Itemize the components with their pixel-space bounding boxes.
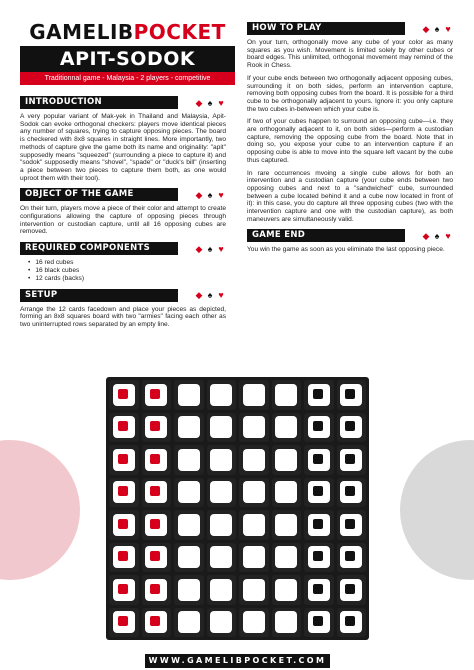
card-square — [340, 416, 362, 438]
board-square — [272, 510, 302, 540]
card-square — [145, 514, 167, 536]
heart-icon: ♥ — [445, 230, 451, 241]
game-title: APIT-SODOK — [20, 46, 235, 72]
card-square — [308, 546, 330, 568]
section-title: OBJECT OF THE GAME — [20, 188, 178, 201]
card-square — [340, 546, 362, 568]
game-subtitle: Traditionnal game - Malaysia - 2 players - competitive — [20, 72, 235, 85]
black-cube — [313, 616, 323, 626]
card-square — [210, 416, 232, 438]
section-title: SETUP — [20, 289, 178, 302]
card-square — [178, 384, 200, 406]
board-square — [142, 608, 172, 638]
card-square — [275, 514, 297, 536]
board-square — [142, 510, 172, 540]
board-square — [142, 413, 172, 443]
card-square — [178, 611, 200, 633]
section-text: In rare occurrences mvoing a single cube allows for both an intervention and a custodian capture (your cube ends between two opposing cubes and next to a "sandwiched" cube, surrounded between a cube located behind it and a cube now located in front of it): in this case, you do capture all three opposing cubes (two with the intervention capture and one with the custodian capture), as both maneuvers are simultaneously valid. — [247, 169, 453, 223]
diamond-icon: ◆ — [195, 97, 203, 108]
game-board — [106, 377, 369, 640]
card-square — [243, 449, 265, 471]
board-square — [337, 445, 367, 475]
board-square — [337, 510, 367, 540]
black-cube — [313, 584, 323, 594]
spade-icon: ♠ — [207, 243, 213, 254]
card-square — [340, 481, 362, 503]
decorative-gray-circle — [400, 440, 474, 580]
red-cube — [118, 421, 128, 431]
spade-icon: ♠ — [207, 290, 213, 301]
red-cube — [150, 551, 160, 561]
board-square — [337, 575, 367, 605]
section-text: If two of your cubes happen to surround an opposing cube—i.e. they are orthogonally adjacent to it, on both sides—perform a custodian capture, removing the opposing cube from the board. Note that in doing so, you expose your cube to an intervention capture if an opposing cube is able to move into the square left vacant by the cube thus captured. — [247, 118, 453, 164]
board-square — [304, 478, 334, 508]
section-components — [20, 242, 226, 282]
red-cube — [118, 389, 128, 399]
red-cube — [118, 454, 128, 464]
section-text: Arrange the 12 cards facedown and place your pieces as depicted, forming an 8x8 squares board with two "armies" facing each other as two uninterrupted rows separated by an empty line. — [20, 305, 226, 328]
board-square — [142, 380, 172, 410]
section-text: On your turn, orthogonally move any cube of your color as many squares as you wish. Movement is limited solely by other cubes or board edges. This unlimited, orthogonal movement may remind of the Rook in Chess. — [247, 39, 453, 70]
black-cube — [345, 584, 355, 594]
board-square — [142, 478, 172, 508]
board-square — [239, 380, 269, 410]
heart-icon: ♥ — [218, 97, 224, 108]
red-cube — [118, 486, 128, 496]
heart-icon: ♥ — [445, 23, 451, 34]
components-list — [28, 259, 226, 282]
board-square — [174, 575, 204, 605]
board-square — [109, 445, 139, 475]
board-square — [239, 445, 269, 475]
card-square — [178, 546, 200, 568]
board-square — [304, 510, 334, 540]
board-square — [337, 543, 367, 573]
card-square — [113, 611, 135, 633]
board-square — [207, 608, 237, 638]
card-square — [210, 611, 232, 633]
red-cube — [118, 519, 128, 529]
card-square — [243, 579, 265, 601]
card-square — [340, 611, 362, 633]
board-square — [174, 543, 204, 573]
board-square — [304, 608, 334, 638]
card-square — [145, 611, 167, 633]
suit-icons — [421, 231, 453, 241]
red-cube — [150, 616, 160, 626]
board-square — [272, 608, 302, 638]
board-square — [207, 575, 237, 605]
card-square — [145, 416, 167, 438]
board-square — [239, 510, 269, 540]
board-square — [109, 380, 139, 410]
suit-icons — [194, 290, 226, 300]
list-item: • 16 red cubes — [28, 259, 226, 267]
red-cube — [118, 584, 128, 594]
card-square — [145, 481, 167, 503]
board-square — [304, 575, 334, 605]
board-square — [174, 478, 204, 508]
spade-icon: ♠ — [207, 97, 213, 108]
list-item: • 12 cards (backs) — [28, 275, 226, 283]
section-object — [20, 188, 226, 236]
suit-icons — [421, 24, 453, 34]
board-square — [304, 543, 334, 573]
card-square — [275, 384, 297, 406]
card-square — [113, 384, 135, 406]
suit-icons — [194, 98, 226, 108]
black-cube — [313, 551, 323, 561]
board-square — [272, 380, 302, 410]
diamond-icon: ◆ — [422, 230, 430, 241]
board-square — [337, 478, 367, 508]
board-square — [272, 413, 302, 443]
board-square — [109, 510, 139, 540]
card-square — [178, 481, 200, 503]
board-square — [207, 380, 237, 410]
section-title: INTRODUCTION — [20, 96, 178, 109]
board-square — [174, 510, 204, 540]
spade-icon: ♠ — [434, 23, 440, 34]
section-text: On their turn, players move a piece of their color and attempt to create configurations allowing the capture of opposing pieces through intervention or custodian capture, until all 16 opposing cubes are removed. — [20, 205, 226, 236]
card-square — [308, 579, 330, 601]
card-square — [340, 579, 362, 601]
board-square — [272, 478, 302, 508]
black-cube — [345, 616, 355, 626]
card-square — [243, 611, 265, 633]
board-square — [207, 510, 237, 540]
board-square — [337, 413, 367, 443]
card-square — [178, 416, 200, 438]
heart-icon: ♥ — [218, 189, 224, 200]
board-square — [304, 445, 334, 475]
board-square — [142, 543, 172, 573]
card-square — [113, 481, 135, 503]
board-square — [174, 608, 204, 638]
black-cube — [313, 519, 323, 529]
board-square — [174, 380, 204, 410]
card-square — [145, 384, 167, 406]
card-square — [275, 611, 297, 633]
card-square — [340, 384, 362, 406]
card-square — [178, 449, 200, 471]
black-cube — [313, 454, 323, 464]
footer-url: WWW.GAMELIBPOCKET.COM — [145, 654, 330, 668]
card-square — [243, 481, 265, 503]
red-cube — [150, 389, 160, 399]
section-text: You win the game as soon as you eliminate the last opposing piece. — [247, 246, 445, 254]
board-square — [207, 445, 237, 475]
board-square — [239, 608, 269, 638]
spade-icon: ♠ — [434, 230, 440, 241]
black-cube — [345, 519, 355, 529]
list-item: • 16 black cubes — [28, 267, 226, 275]
card-square — [275, 416, 297, 438]
card-square — [308, 514, 330, 536]
board-square — [109, 478, 139, 508]
black-cube — [313, 486, 323, 496]
red-cube — [150, 421, 160, 431]
suit-icons — [194, 190, 226, 200]
diamond-icon: ◆ — [195, 290, 203, 301]
card-square — [113, 416, 135, 438]
board-square — [142, 575, 172, 605]
board-square — [174, 445, 204, 475]
board-square — [109, 413, 139, 443]
red-cube — [118, 551, 128, 561]
card-square — [308, 481, 330, 503]
section-text: A very popular variant of Mak-yek in Thailand and Malaysia, Apit-Sodok can evoke orthogonal checkers: players move identical pieces any number of squares, trying to capture opposing pieces. The board is checkered with 8x8 squares in straight lines. More importantly, two methods of capture give the game both its name and originality: "apit" supposedly means "squeezed" (surrounding a piece to capture it) and "sodok" supposedly means "shovel", "spade" or "duck's bill" (inserting a piece between two pieces to capture them both, as one would uproot them with their tool). — [20, 113, 226, 182]
black-cube — [345, 551, 355, 561]
card-square — [308, 416, 330, 438]
card-square — [308, 449, 330, 471]
board-square — [239, 543, 269, 573]
board-square — [142, 445, 172, 475]
left-column — [20, 96, 226, 335]
heart-icon: ♥ — [218, 290, 224, 301]
black-cube — [345, 454, 355, 464]
section-game-end — [247, 229, 453, 254]
card-square — [178, 579, 200, 601]
black-cube — [345, 421, 355, 431]
board-square — [239, 478, 269, 508]
card-square — [275, 546, 297, 568]
board-square — [304, 380, 334, 410]
section-title: HOW TO PLAY — [247, 22, 405, 35]
red-cube — [150, 454, 160, 464]
card-square — [145, 579, 167, 601]
black-cube — [313, 389, 323, 399]
card-square — [275, 449, 297, 471]
section-how-to-play — [247, 22, 453, 223]
card-square — [178, 514, 200, 536]
card-square — [210, 514, 232, 536]
card-square — [275, 579, 297, 601]
red-cube — [150, 486, 160, 496]
red-cube — [150, 519, 160, 529]
red-cube — [118, 616, 128, 626]
card-square — [243, 384, 265, 406]
brand-logo: GAMELIBPOCKET — [29, 20, 226, 44]
card-square — [340, 449, 362, 471]
board-square — [109, 575, 139, 605]
board-square — [239, 413, 269, 443]
board-square — [109, 608, 139, 638]
diamond-icon: ◆ — [195, 189, 203, 200]
card-square — [145, 449, 167, 471]
card-square — [210, 384, 232, 406]
heart-icon: ♥ — [218, 243, 224, 254]
card-square — [243, 416, 265, 438]
board-square — [109, 543, 139, 573]
board-square — [337, 608, 367, 638]
spade-icon: ♠ — [207, 189, 213, 200]
suit-icons — [194, 244, 226, 254]
board-square — [337, 380, 367, 410]
diamond-icon: ◆ — [422, 23, 430, 34]
black-cube — [345, 389, 355, 399]
card-square — [340, 514, 362, 536]
card-square — [113, 546, 135, 568]
board-square — [207, 478, 237, 508]
card-square — [243, 546, 265, 568]
card-square — [243, 514, 265, 536]
card-square — [210, 546, 232, 568]
card-square — [308, 384, 330, 406]
section-title: GAME END — [247, 229, 405, 242]
section-setup — [20, 289, 226, 329]
section-introduction — [20, 96, 226, 182]
board-square — [272, 543, 302, 573]
card-square — [308, 611, 330, 633]
card-square — [210, 449, 232, 471]
black-cube — [313, 421, 323, 431]
red-cube — [150, 584, 160, 594]
diamond-icon: ◆ — [195, 243, 203, 254]
card-square — [210, 481, 232, 503]
brand-header — [20, 20, 235, 85]
decorative-pink-circle — [0, 440, 80, 580]
card-square — [113, 449, 135, 471]
board-square — [207, 413, 237, 443]
card-square — [113, 579, 135, 601]
board-square — [272, 445, 302, 475]
board-square — [272, 575, 302, 605]
board-square — [304, 413, 334, 443]
section-title: REQUIRED COMPONENTS — [20, 242, 178, 255]
black-cube — [345, 486, 355, 496]
card-square — [275, 481, 297, 503]
right-column — [247, 22, 453, 260]
board-square — [207, 543, 237, 573]
board-square — [239, 575, 269, 605]
card-square — [145, 546, 167, 568]
card-square — [210, 579, 232, 601]
board-square — [174, 413, 204, 443]
section-text: If your cube ends between two orthogonally adjacent opposing cubes, surrounding it on both sides, perform an intervention capture, removing both opposing cubes from the board. It is possible for a third cube to be orthogonally adjacent to yours. Ignore it: you only capture the two cubes in-between which your cube is. — [247, 74, 453, 113]
card-square — [113, 514, 135, 536]
